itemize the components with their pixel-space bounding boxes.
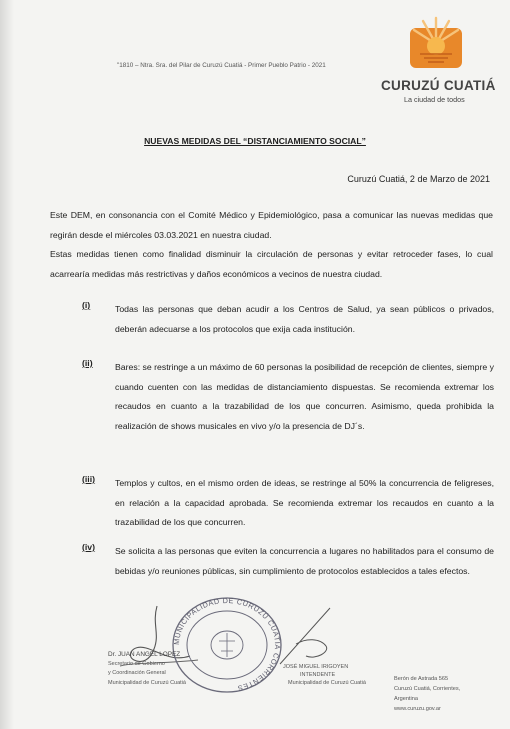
- stamp-text: MUNICIPALIDAD DE CURUZÚ CUATIÁ CORRIENTES: [171, 595, 283, 693]
- right-signature-scribble: [276, 604, 336, 672]
- measure-text: Todas las personas que deban acudir a los Centros de Salud, ya sean públicos o privados, deberán adecuarse a los protocolos que exija cada institución.: [115, 304, 494, 334]
- measure-number: (iv): [82, 542, 96, 552]
- brand-name: CURUZÚ CUATIÁ: [381, 78, 496, 93]
- document-title: NUEVAS MEDIDAS DEL “DISTANCIAMIENTO SOCIAL”: [144, 136, 366, 146]
- website-link[interactable]: www.curuzu.gov.ar: [394, 706, 441, 712]
- measure-text: Templos y cultos, en el mismo orden de ideas, se restringe al 50% la concurrencia de feligreses, en relación a la capacidad aprobada. Se recomienda extremar los recaudos en cuanto a la trazabilidad de los que concurren.: [115, 478, 494, 527]
- left-signatory-role-1: Secretario de Gobierno: [108, 661, 165, 667]
- measure-text: Se solicita a las personas que eviten la concurrencia a lugares no habilitados para el consumo de bebidas y/o reuniones públicas, sin cumplimiento de protocolos establecidos a tales efectos.: [115, 546, 494, 576]
- header-motto: "1810 – Ntra. Sra. del Pilar de Curuzú Cuatiá - Primer Pueblo Patrio - 2021: [117, 62, 326, 69]
- scan-edge-shadow: [0, 0, 14, 729]
- document-dateline: Curuzú Cuatiá, 2 de Marzo de 2021: [347, 174, 490, 184]
- intro-paragraph-2: Estas medidas tienen como finalidad disminuir la circulación de personas y evitar retroceder fases, lo cual acarrearía medidas más restrictivas y daños económicos a vecinos de nuestra ciudad.: [50, 249, 493, 279]
- brand-tagline: La ciudad de todos: [404, 95, 465, 104]
- measure-text: Bares: se restringe a un máximo de 60 personas la posibilidad de recepción de clientes, siempre y cuando cuenten con las medidas de distanciamiento dispuestas. Se recomienda extremar los recaudos en cuanto a la trazabilidad de los que concurren. Asimismo, queda prohibida la realización de shows musicales en vivo y/o la presencia de DJ´s.: [115, 362, 494, 431]
- left-signatory-role-2: y Coordinación General: [108, 670, 166, 676]
- right-signatory-role: INTENDENTE: [300, 672, 336, 678]
- left-signatory-org: Municipalidad de Curuzú Cuatiá: [108, 680, 186, 686]
- measure-number: (i): [82, 300, 91, 310]
- right-signatory-org: Municipalidad de Curuzú Cuatiá: [288, 680, 366, 686]
- municipal-sun-logo-icon: [408, 14, 464, 76]
- address-line-1: Berón de Astrada 565: [394, 676, 449, 682]
- measure-number: (ii): [82, 358, 93, 368]
- intro-paragraph-1: Este DEM, en consonancia con el Comité Médico y Epidemiológico, pasa a comunicar las nuevas medidas que regirán desde el miércoles 03.03.2021 en nuestra ciudad.: [50, 210, 493, 240]
- address-line-2: Curuzú Cuatiá, Corrientes,: [394, 686, 461, 692]
- left-signatory-name: Dr. JUAN ANGEL LOPEZ: [108, 651, 181, 658]
- svg-text:MUNICIPALIDAD DE CURUZÚ CUATIÁ: [172, 596, 282, 693]
- address-line-3: Argentina: [394, 696, 418, 702]
- measure-number: (iii): [82, 474, 96, 484]
- stamp-text-ring: [171, 595, 283, 695]
- right-signatory-name: JOSÉ MIGUEL IRIGOYEN: [283, 664, 349, 670]
